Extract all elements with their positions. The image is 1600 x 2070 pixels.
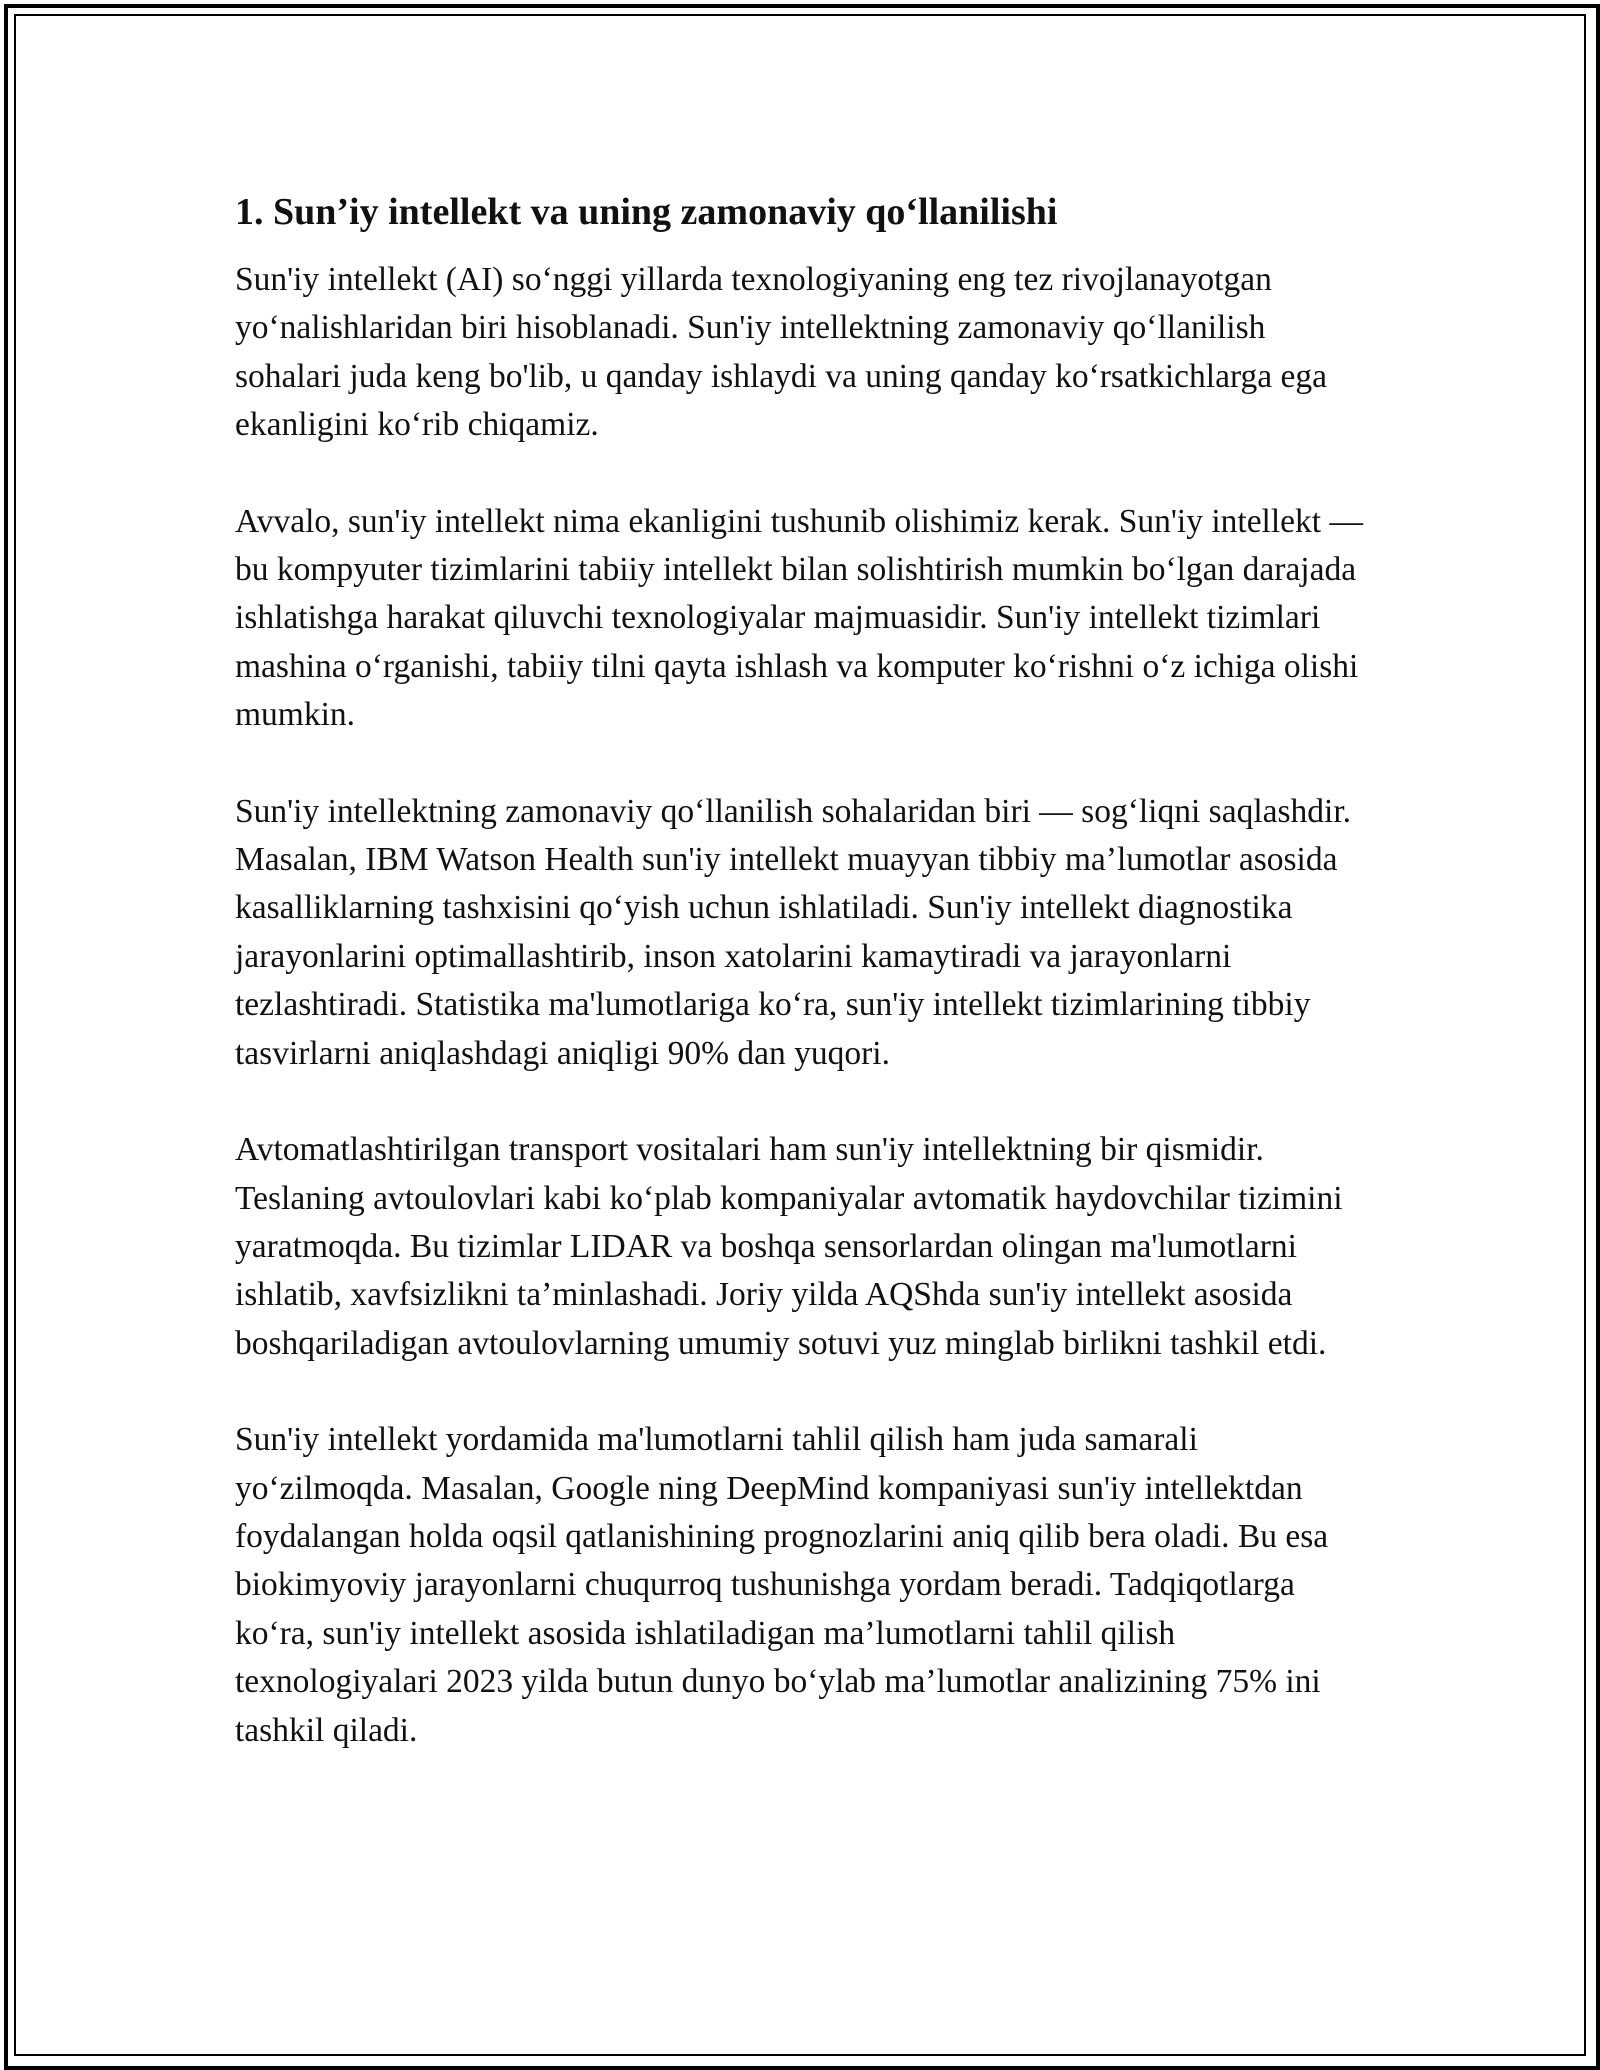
paragraph-intro: Sun'iy intellekt (AI) so‘nggi yillarda texnologiyaning eng tez rivojlanayotgan yo‘nalishlaridan biri hisoblanadi. Sun'iy intellektning zamonaviy qo‘llanilish sohalari juda keng bo'lib, u qanday ishlaydi va uning qanday ko‘rsatkichlarga ega ekanligini ko‘rib chiqamiz. [235, 261, 1328, 444]
paragraph-healthcare: Sun'iy intellektning zamonaviy qo‘llanilish sohalaridan biri — sog‘liqni saqlashdir. Masalan, IBM Watson Health sun'iy intellekt muayyan tibbiy ma’lumotlar asosida kasalliklarning tashxisini qo‘yish uchun ishlatiladi. Sun'iy intellekt diagnostika jarayonlarini optimallashtirib, inson xatolarini kamaytiradi va jarayonlarni tezlashtiradi. Statistika ma'lumotlariga ko‘ra, sun'iy intellekt tizimlarining tibbiy tasvirlarni aniqlashdagi aniqligi 90% dan yuqori. [235, 792, 1352, 1072]
paragraph-transport: Avtomatlashtirilgan transport vositalari ham sun'iy intellektning bir qismidir. Teslaning avtoulovlari kabi ko‘plab kompaniyalar avtomatik haydovchilar tizimini yaratmoqda. Bu tizimlar LIDAR va boshqa sensorlardan olingan ma'lumotlarni ishlatib, xavfsizlikni ta’minlashadi. Joriy yilda AQShda sun'iy intellekt asosida boshqariladigan avtoulovlarning umumiy sotuvi yuz minglab birlikni tashkil etdi. [235, 1131, 1343, 1362]
paragraph-data-analysis: Sun'iy intellekt yordamida ma'lumotlarni tahlil qilish ham juda samarali yo‘zilmoqda. Masalan, Google ning DeepMind kompaniyasi sun'iy intellektdan foydalangan holda oqsil qatlanishining prognozlarini aniq qilib bera oladi. Bu esa biokimyoviy jarayonlarni chuqurroq tushunishga yordam beradi. Tadqiqotlarga ko‘ra, sun'iy intellekt asosida ishlatiladigan ma’lumotlarni tahlil qilish texnologiyalari 2023 yilda butun dunyo bo‘ylab ma’lumotlar analizining 75% ini tashkil qiladi. [235, 1421, 1329, 1749]
section-heading: 1. Sun’iy intellekt va uning zamonaviy qo‘llanilishi [235, 191, 1058, 233]
document-body [235, 188, 1375, 1803]
paragraph-definition: Avvalo, sun'iy intellekt nima ekanligini tushunib olishimiz kerak. Sun'iy intellekt — bu kompyuter tizimlarini tabiiy intellekt bilan solishtirish mumkin bo‘lgan darajada ishlatishga harakat qiluvchi texnologiyalar majmuasidir. Sun'iy intellekt tizimlari mashina o‘rganishi, tabiiy tilni qayta ishlash va komputer ko‘rishni o‘z ichiga olishi mumkin. [235, 502, 1363, 734]
